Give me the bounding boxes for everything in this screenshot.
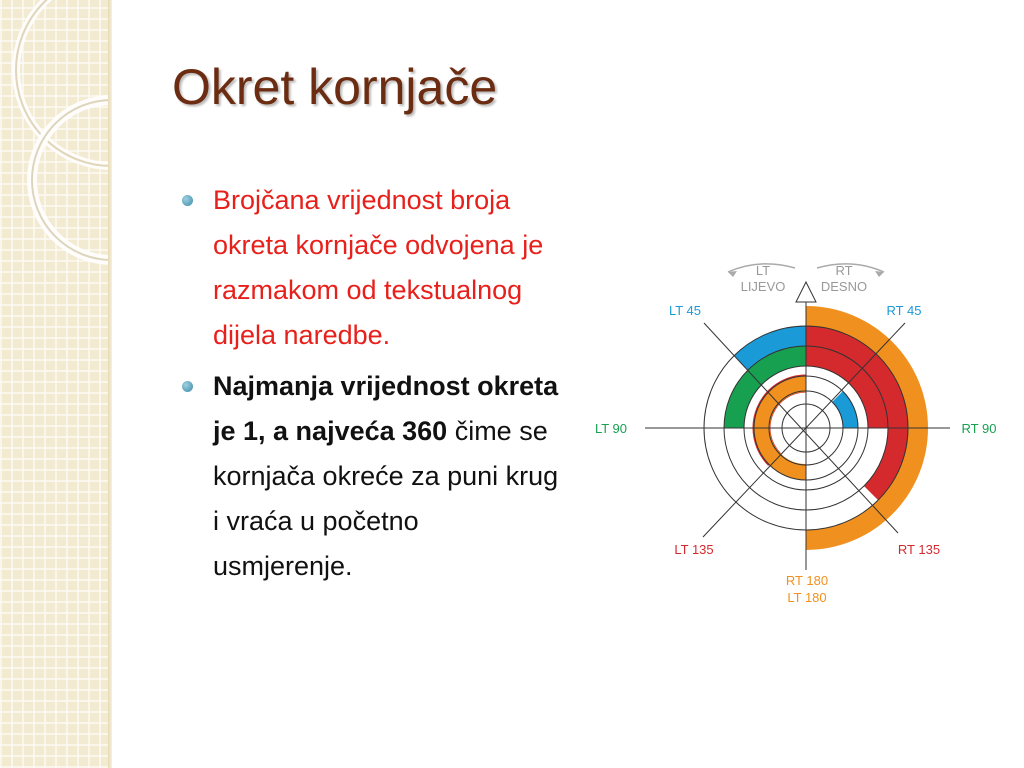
label-lt180: LT 180 xyxy=(787,590,827,605)
sidebar-rings-decoration xyxy=(0,0,112,768)
lijevo-caption: LIJEVO xyxy=(740,279,786,294)
bullet-item-2 xyxy=(182,364,562,589)
slide-title: Okret kornjače xyxy=(172,59,498,115)
bullet-item-1 xyxy=(182,178,562,358)
label-rt135: RT 135 xyxy=(897,542,941,557)
label-rt90: RT 90 xyxy=(961,421,997,436)
bullet-icon xyxy=(182,195,193,206)
sidebar-edge xyxy=(108,0,112,768)
bullet-2-text: čime se kornjača okreće za puni krug i vraća u početno usmjerenje. xyxy=(213,416,559,581)
decorative-sidebar xyxy=(0,0,112,768)
desno-caption: DESNO xyxy=(820,279,868,294)
bullet-2-bold-text: Najmanja vrijednost okreta je 1, a najveća 360 xyxy=(213,371,559,446)
label-lt90: LT 90 xyxy=(594,421,628,436)
label-lt135: LT 135 xyxy=(674,542,714,557)
right-arrowhead-icon xyxy=(875,271,884,277)
bullet-list xyxy=(182,178,562,595)
bullet-icon xyxy=(182,381,193,392)
turtle-arrow-icon xyxy=(796,282,816,302)
label-rt180: RT 180 xyxy=(785,573,829,588)
bullet-1-text: Brojčana vrijednost broja okreta kornjače odvojena je razmakom od tekstualnog dijela naredbe. xyxy=(213,185,544,350)
rt-caption: RT xyxy=(835,263,853,278)
lt-caption: LT xyxy=(755,263,771,278)
turn-angle-diagram xyxy=(590,255,1002,610)
left-arrowhead-icon xyxy=(728,271,737,277)
label-rt45: RT 45 xyxy=(886,303,922,318)
label-lt45: LT 45 xyxy=(668,303,702,318)
